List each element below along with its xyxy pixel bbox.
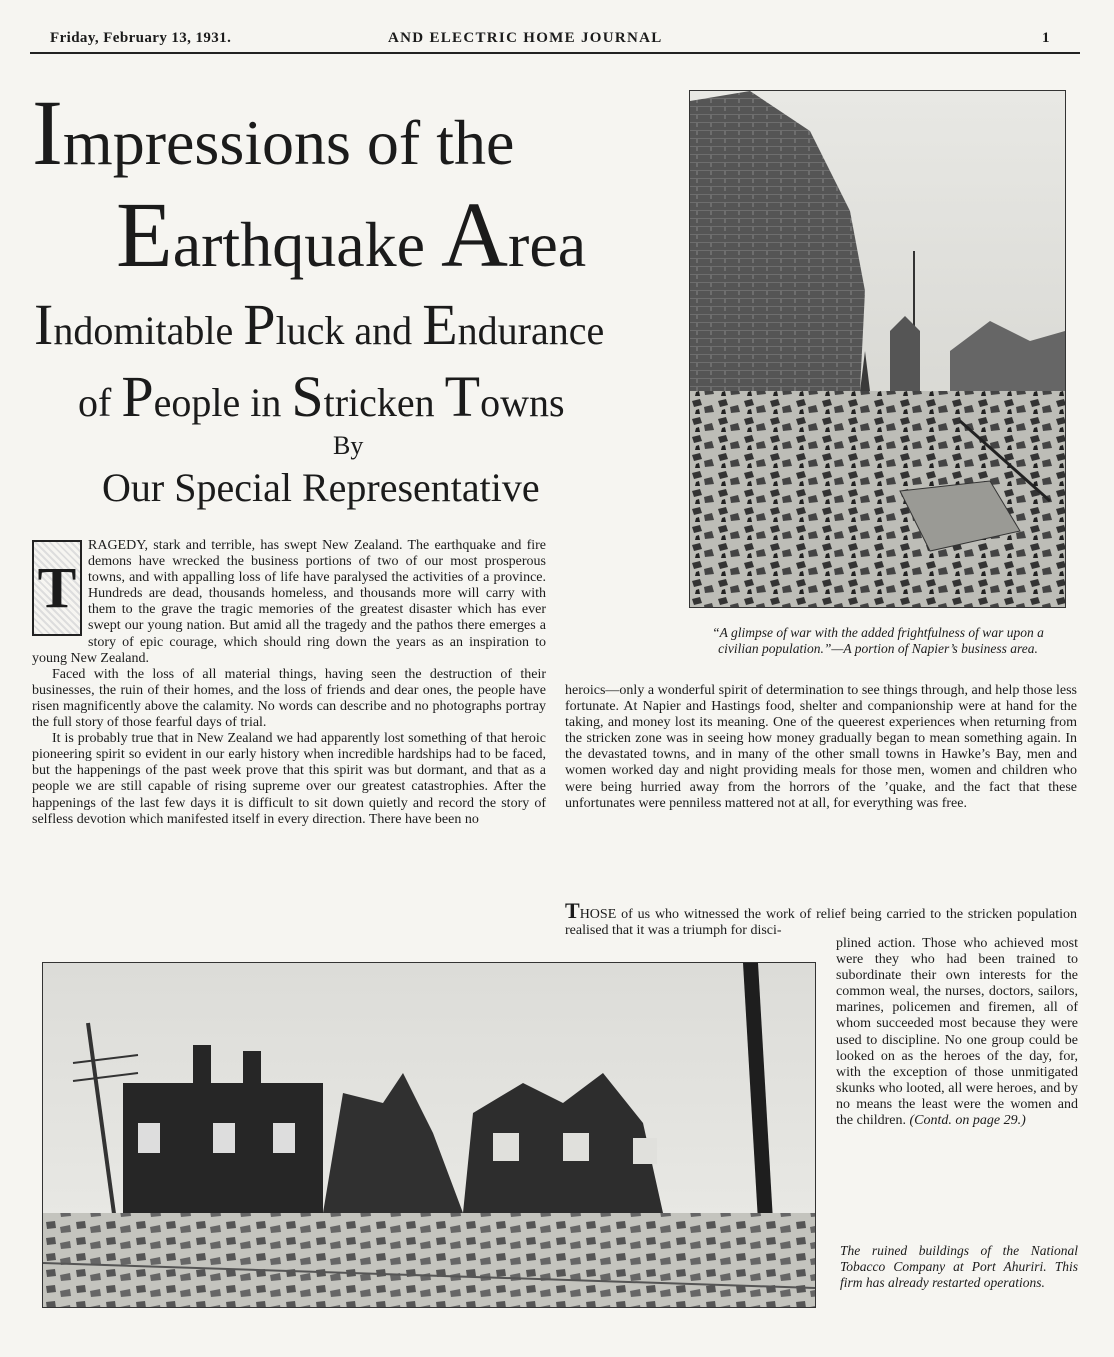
header-page-number: 1 (1042, 30, 1050, 46)
article-column-2 (565, 683, 1077, 812)
section-initial: T (565, 898, 580, 923)
byline-name: Our Special Representative (102, 465, 540, 510)
byline-by: By (333, 431, 364, 460)
header-publication: AND ELECTRIC HOME JOURNAL (388, 30, 663, 46)
continued-note: (Contd. on page 29.) (909, 1113, 1026, 1129)
article-paragraph-5-lead: THOSE of us who witnessed the work of relief being carried to the stricken population realised that it was a triumph for disci- (565, 898, 1077, 939)
photo-top-caption: “A glimpse of war with the added frightfulness of war upon a civilian population.”—A portion of Napier’s business area. (712, 625, 1044, 656)
article-paragraph-3: It is probably true that in New Zealand we had apparently lost something of that heroic pioneering spirit so evident in our early history when incredible hardships had to be faced, but the happenings of the past week prove that this spirit was but dormant, and that as a people we are still capable of rising supreme over our greatest catastrophies. After the happenings of the last few days it is difficult to sit down quietly and record the story of selfless devotion which manifested itself in every direction. There have been no (32, 731, 546, 827)
subheadline-line-2: of People in Stricken Towns (78, 364, 565, 429)
rubble-photo-icon (689, 90, 1066, 608)
header-rule (30, 52, 1080, 54)
article-column-1 (32, 538, 546, 828)
headline-line-1: Impressions of the (32, 82, 515, 185)
photo-bottom-caption: The ruined buildings of the National Tobacco Company at Port Ahuriri. This firm has already restarted operations. (840, 1243, 1078, 1290)
subheadline-line-1: Indomitable Pluck and Endurance (34, 292, 605, 357)
article-paragraph-5-rest: plined action. Those who achieved most were they who had been trained to subordinate their own interests for the common weal, the nurses, doctors, sailors, marines, policemen and firemen, all of whom succeeded most because they were used to discipline. No one group could be looked on as the heroes of the day, for, with the exception of those unmitigated skunks who looted, all were heroes, and by no means the least were the women and the children. (Contd. on page 29.) (836, 936, 1078, 1129)
article-column-3 (836, 936, 1078, 1129)
article-paragraph-1: T RAGEDY, stark and terrible, has swept New Zealand. The earthquake and fire demons have wrecked the business portions of two of our most prosperous towns, and with appalling loss of life have paralysed the activities of a province. Hundreds are dead, thousands homeless, and thousands more will carry with them to the grave the tragic memories of the greatest disaster which has ever swept our young nation. But amid all the tragedy and the pathos there emerges a story of epic courage, which should ring down the years as an inspiration to young New Zealand. (32, 538, 546, 666)
article-paragraph-2: Faced with the loss of all material things, having seen the destruction of their businesses, the ruin of their homes, and the loss of friends and dear ones, the people have risen magnificently above the calamity. No words can describe and no photographs portray the full story of those fearful days of trial. (32, 666, 546, 731)
article-paragraph-4: heroics—only a wonderful spirit of determination to see things through, and help those less fortunate. At Napier and Hastings food, shelter and companionship were at hand for the taking, and money lost its meaning. One of the queerest experiences when returning from the stricken zone was in seeing how money gradually began to mean something again. In the devastated towns, and in many of the other small towns in Hawke’s Bay, men and women worked day and night providing meals for those men, women and children who were being hurried away from the horrors of the ’quake, and the fact that these unfortunates were penniless mattered not at all, for everything was free. (565, 683, 1077, 811)
header-date: Friday, February 13, 1931. (50, 30, 232, 46)
drop-cap: T (32, 540, 82, 636)
headline-line-2: Earthquake Area (116, 184, 587, 287)
ruined-building-photo-icon (42, 962, 816, 1308)
